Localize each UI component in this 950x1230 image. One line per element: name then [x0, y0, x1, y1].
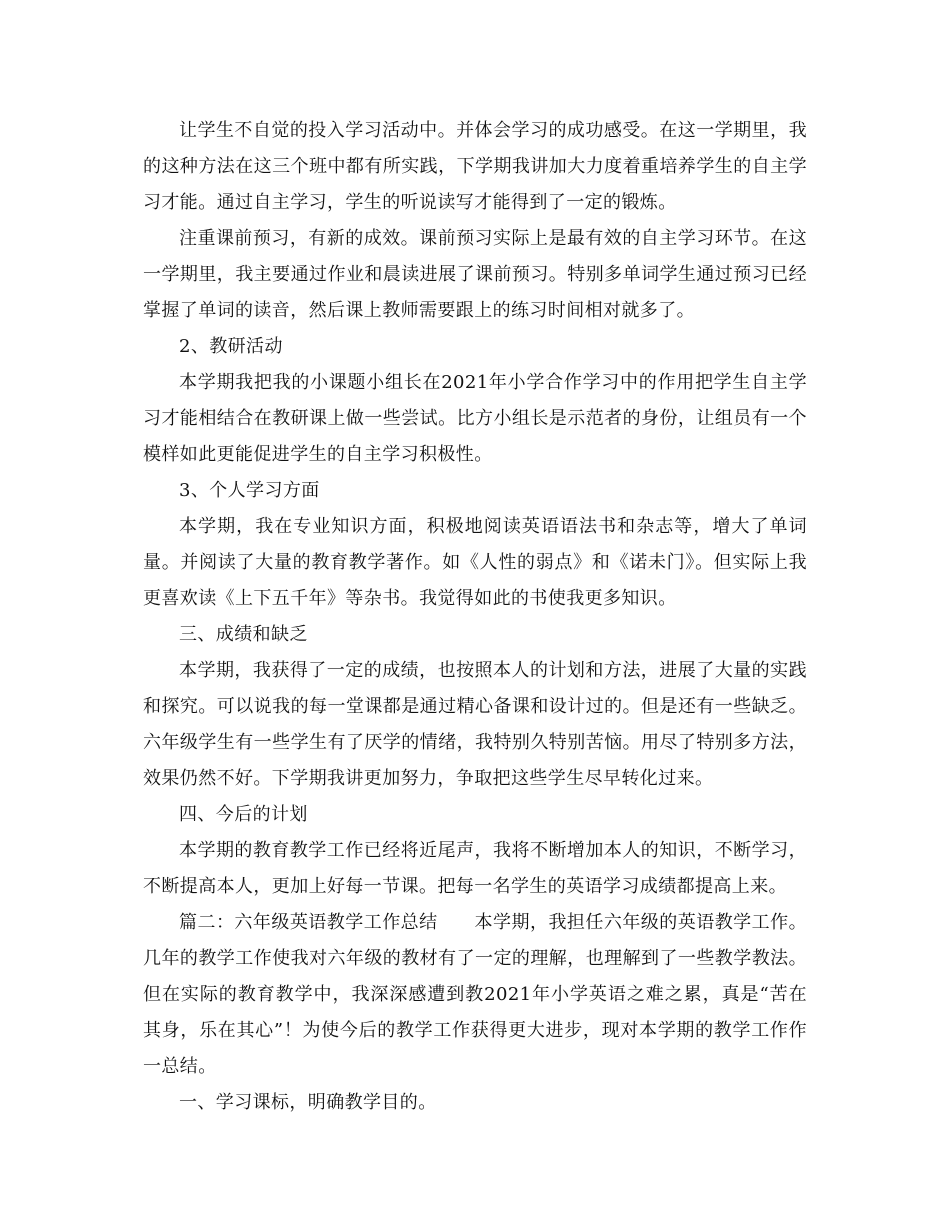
- paragraph-future-plan: 本学期的教育教学工作已经将近尾声，我将不断增加本人的知识，不断学习，不断提高本人，更加上好每一节课。把每一名学生的英语学习成绩都提高上来。: [143, 840, 807, 897]
- heading-study-curriculum: 一、学习课标，明确教学目的。: [179, 1092, 437, 1113]
- paragraph-preview: 注重课前预习，有新的成效。课前预习实际上是最有效的自主学习环节。在这一学期里，我主要通过作业和晨读进展了课前预习。特别多单词学生通过预习已经掌握了单词的读音，然后课上教师需要跟上的练习时间相对就多了。: [143, 228, 807, 321]
- paragraph-achievements-shortcomings: 本学期，我获得了一定的成绩，也按照本人的计划和方法，进展了大量的实践和探究。可以说我的每一堂课都是通过精心备课和设计过的。但是还有一些缺乏。六年级学生有一些学生有了厌学的情绪，我特别久特别苦恼。用尽了特别多方法，效果仍然不好。下学期我讲更加努力，争取把这些学生尽早转化过来。: [143, 660, 807, 789]
- paragraph-part-two-intro: 篇二：六年级英语教学工作总结 本学期，我担任六年级的英语教学工作。几年的教学工作使我对六年级的教材有了一定的理解，也理解到了一些教学教法。但在实际的教育教学中，我深深感遭到教2021年小学英语之难之累，真是“苦在其身，乐在其心”！为使今后的教学工作获得更大进步，现对本学期的教学工作作一总结。: [143, 912, 807, 1077]
- heading-teaching-research: 2、教研活动: [179, 336, 283, 357]
- document-body: [143, 113, 807, 1121]
- paragraph-teaching-research: 本学期我把我的小课题小组长在2021年小学合作学习中的作用把学生自主学习才能相结合在教研课上做一些尝试。比方小组长是示范者的身份，让组员有一个模样如此更能促进学生的自主学习积极性。: [143, 372, 807, 465]
- heading-personal-study: 3、个人学习方面: [179, 480, 320, 501]
- paragraph-self-study: 让学生不自觉的投入学习活动中。并体会学习的成功感受。在这一学期里，我的这种方法在这三个班中都有所实践，下学期我讲加大力度着重培养学生的自主学习才能。通过自主学习，学生的听说读写才能得到了一定的锻炼。: [143, 120, 807, 213]
- heading-achievements-shortcomings: 三、成绩和缺乏: [179, 624, 308, 645]
- heading-future-plan: 四、今后的计划: [179, 804, 308, 825]
- paragraph-personal-study: 本学期，我在专业知识方面，积极地阅读英语语法书和杂志等，增大了单词量。并阅读了大量的教育教学著作。如《人性的弱点》和《诺未门》。但实际上我更喜欢读《上下五千年》等杂书。我觉得如此的书使我更多知识。: [143, 516, 807, 609]
